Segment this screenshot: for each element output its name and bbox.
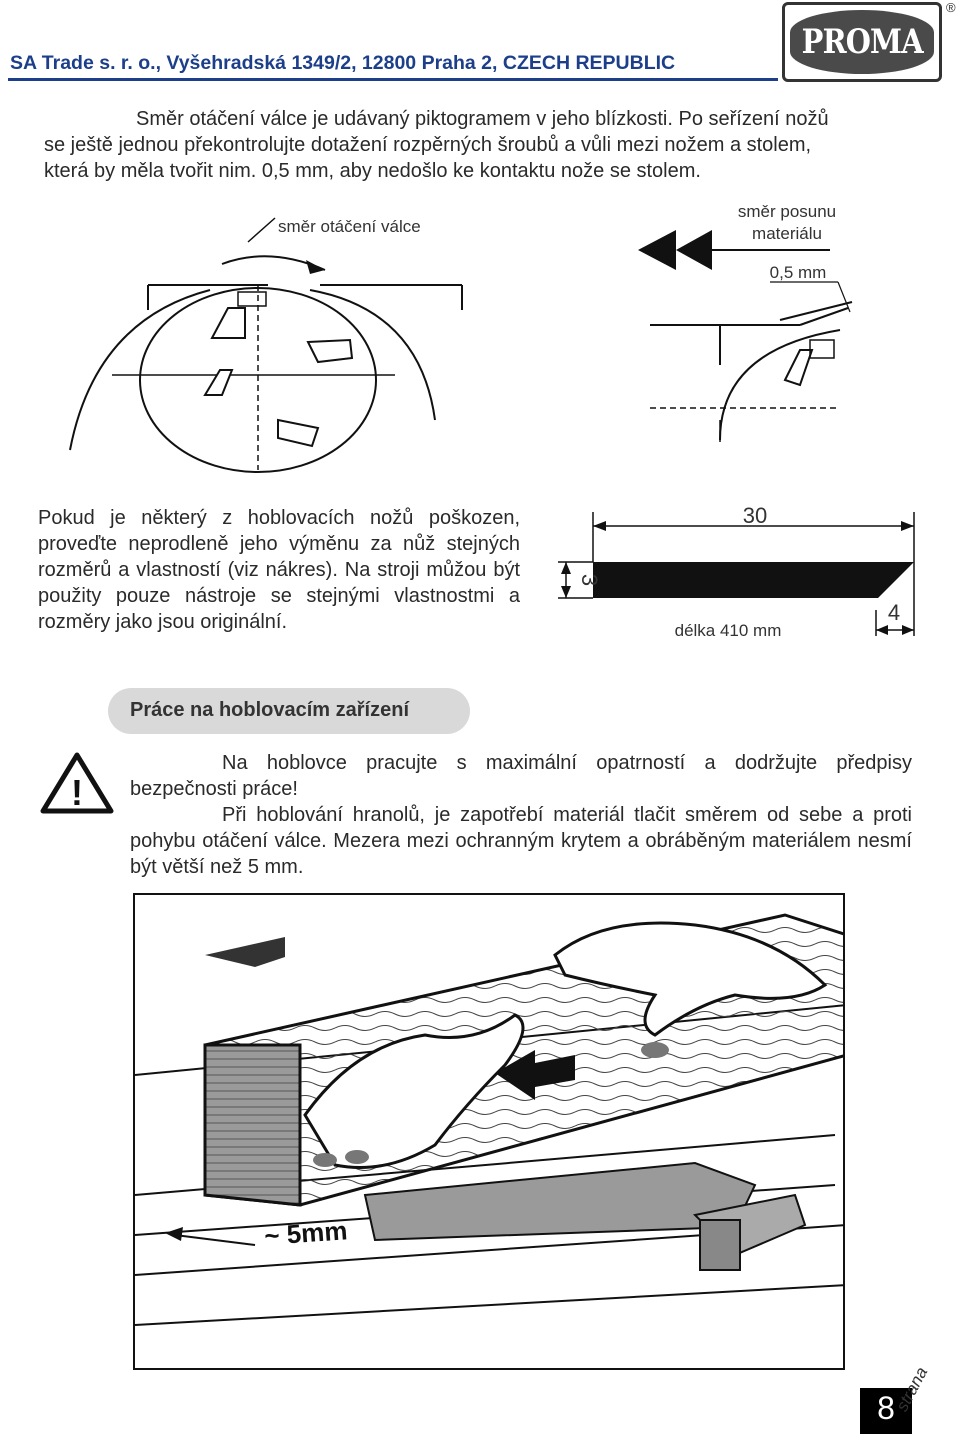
rotation-label: směr otáčení válce [278,217,421,236]
warning-symbol: ! [71,772,83,813]
intro-paragraph [44,106,920,184]
proma-logo [782,2,942,82]
planing-illustration [133,893,845,1370]
knife-bevel-label: 4 [887,600,901,625]
knife-paragraph [38,505,520,635]
page-word: strana [892,1363,932,1415]
cutter-head-diagram [0,190,960,480]
safety-p2: Při hoblování hranolů, je zapotřebí materiál tlačit směrem od sebe a proti pohybu otáčení válce. Mezera mezi ochranným krytem a obráběným materiálem nesmí být větší než 5 mm. [130,804,912,878]
safety-p1: Na hoblovce pracujte s maximální opatrností a dodržujte předpisy bezpečnosti práce! [130,752,912,800]
gap-label: 0,5 mm [769,263,827,282]
knife-thickness-label: 3 [577,573,602,587]
page-number: 8 [877,1390,895,1426]
intro-line-2: se ještě jednou překontrolujte dotažení rozpěrných šroubů a vůli mezi nožem a stolem, [44,134,812,156]
registered-mark: ® [946,0,956,15]
intro-line-1: Směr otáčení válce je udávaný piktogramem v jeho blízkosti. Po seřízení nožů [136,108,829,130]
company-address: SA Trade s. r. o., Vyšehradská 1349/2, 12800 Praha 2, CZECH REPUBLIC [10,52,676,74]
knife-text-first: Pokud je některý z hoblovacích nožů [38,507,414,529]
intro-line-3: která by měla tvořit nim. 0,5 mm, aby nedošlo ke kontaktu nože se stolem. [44,160,701,182]
knife-dimension-drawing [548,500,928,650]
feed-label-1: směr posunu [737,202,837,221]
logo-text: PROMA [801,22,923,62]
knife-width-label: 30 [742,503,768,528]
section-title: Práce na hoblovacím zařízení [130,699,409,721]
safety-paragraphs [130,750,912,880]
knife-text-rest: poškozen, proveďte neprodleně jeho výměnu za nůž stejných rozměrů a vlastností (viz nákres). Na stroji můžou být použity pouze nástroje se stejnými vlastnostmi a rozměry jako jsou originální. [38,507,520,633]
feed-label-2: materiálu [752,224,822,243]
header-rule [8,78,778,81]
warning-icon [40,752,114,814]
photo-gap-label: ~ 5mm [263,1215,349,1251]
knife-length-label: délka 410 mm [674,621,782,640]
